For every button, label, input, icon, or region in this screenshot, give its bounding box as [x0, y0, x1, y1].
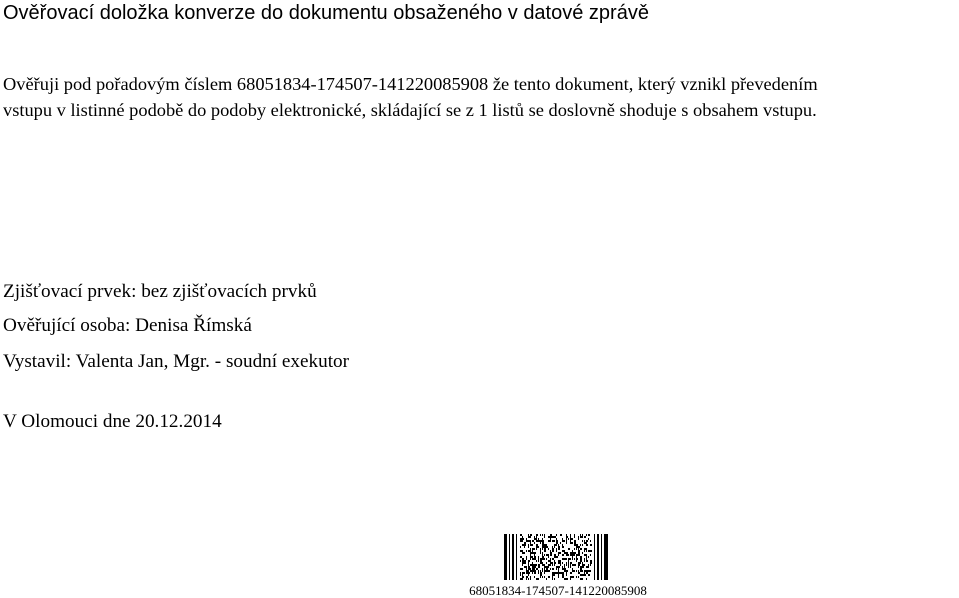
security-feature-line: Zjišťovací prvek: bez zjišťovacích prvků [3, 281, 317, 302]
place-date-line: V Olomouci dne 20.12.2014 [3, 411, 222, 432]
verification-statement [3, 71, 953, 123]
issued-by-line: Vystavil: Valenta Jan, Mgr. - soudní exekutor [3, 351, 350, 372]
statement-line-2: vstupu v listinné podobě do podoby elektronické, skládající se z 1 listů se doslovně shoduje s obsahem vstupu. [3, 100, 817, 120]
barcode-icon [504, 534, 608, 580]
statement-line-1: Ověřuji pod pořadovým číslem 68051834-174507-141220085908 že tento dokument, který vznikl převedením [3, 74, 818, 94]
barcode-number: 68051834-174507-141220085908 [469, 583, 647, 598]
verifying-person-line: Ověřující osoba: Denisa Římská [3, 315, 252, 336]
clause-title: Ověřovací doložka konverze do dokumentu obsaženého v datové zprávě [3, 2, 649, 24]
